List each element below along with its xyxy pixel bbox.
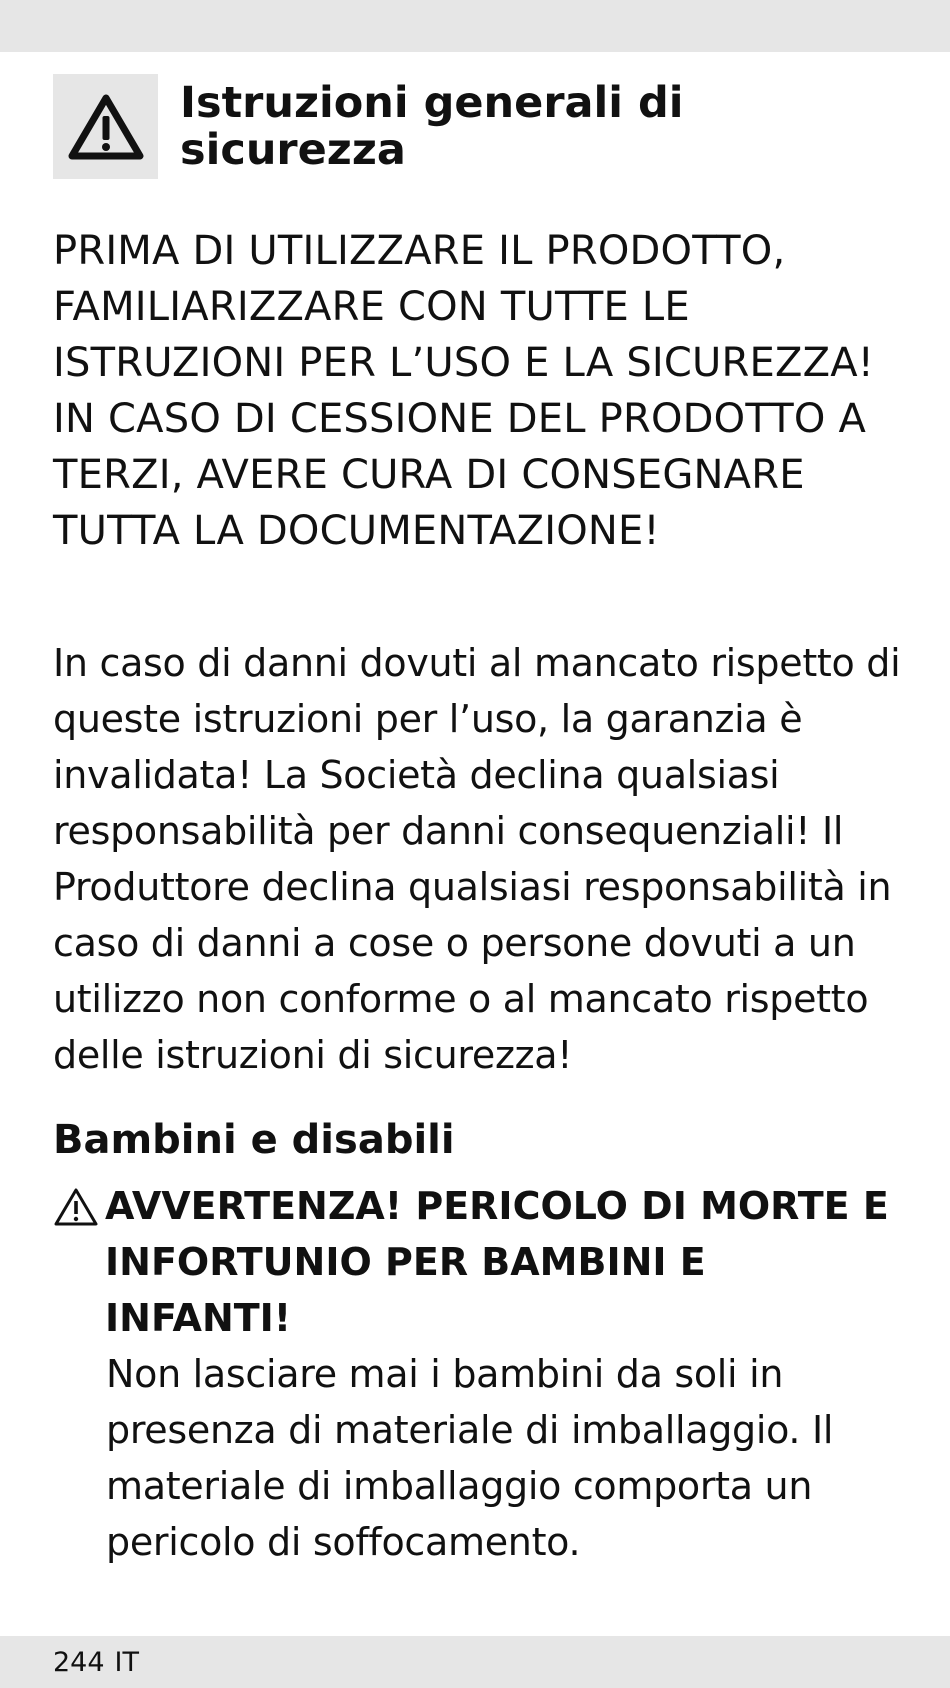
section-title: Istruzioni generali di sicurezza <box>180 78 684 175</box>
warning-small-icon <box>53 1178 105 1242</box>
page-footer <box>53 1648 149 1678</box>
warning-text: Non lasciare mai i bambini da soli in presenza di materiale di imballaggio. Il materiale di imballaggio comporta un pericolo di soffocamento. <box>106 1352 834 1564</box>
warranty-paragraph: In caso di danni dovuti al mancato rispetto di queste istruzioni per l’uso, la garanzia è invalidata! La Società declina qualsiasi responsabilità per danni consequenziali! Il Produttore declina qualsiasi responsabilità in caso di danni a cose o persone dovuti a un utilizzo non conforme o al mancato rispetto delle istruzioni di sicurezza! <box>53 641 901 1077</box>
warning-heading: AVVERTENZA! PERICOLO DI MORTE E INFORTUNIO PER BAMBINI E INFANTI! <box>105 1184 889 1340</box>
section-header <box>53 74 820 179</box>
children-warning <box>53 1178 903 1570</box>
language-code: IT <box>114 1647 140 1678</box>
page-number: 244 <box>53 1647 105 1678</box>
caps-safety-notice: PRIMA DI UTILIZZARE IL PRODOTTO, FAMILIARIZZARE CON TUTTE LE ISTRUZIONI PER L’USO E LA SICUREZZA! IN CASO DI CESSIONE DEL PRODOTTO A TERZI, AVERE CURA DI CONSEGNARE TUTTA LA DOCUMENTAZIONE! <box>53 228 875 554</box>
warning-triangle-icon <box>53 74 158 179</box>
subsection-title: Bambini e disabili <box>53 1117 455 1163</box>
top-band <box>0 0 950 52</box>
